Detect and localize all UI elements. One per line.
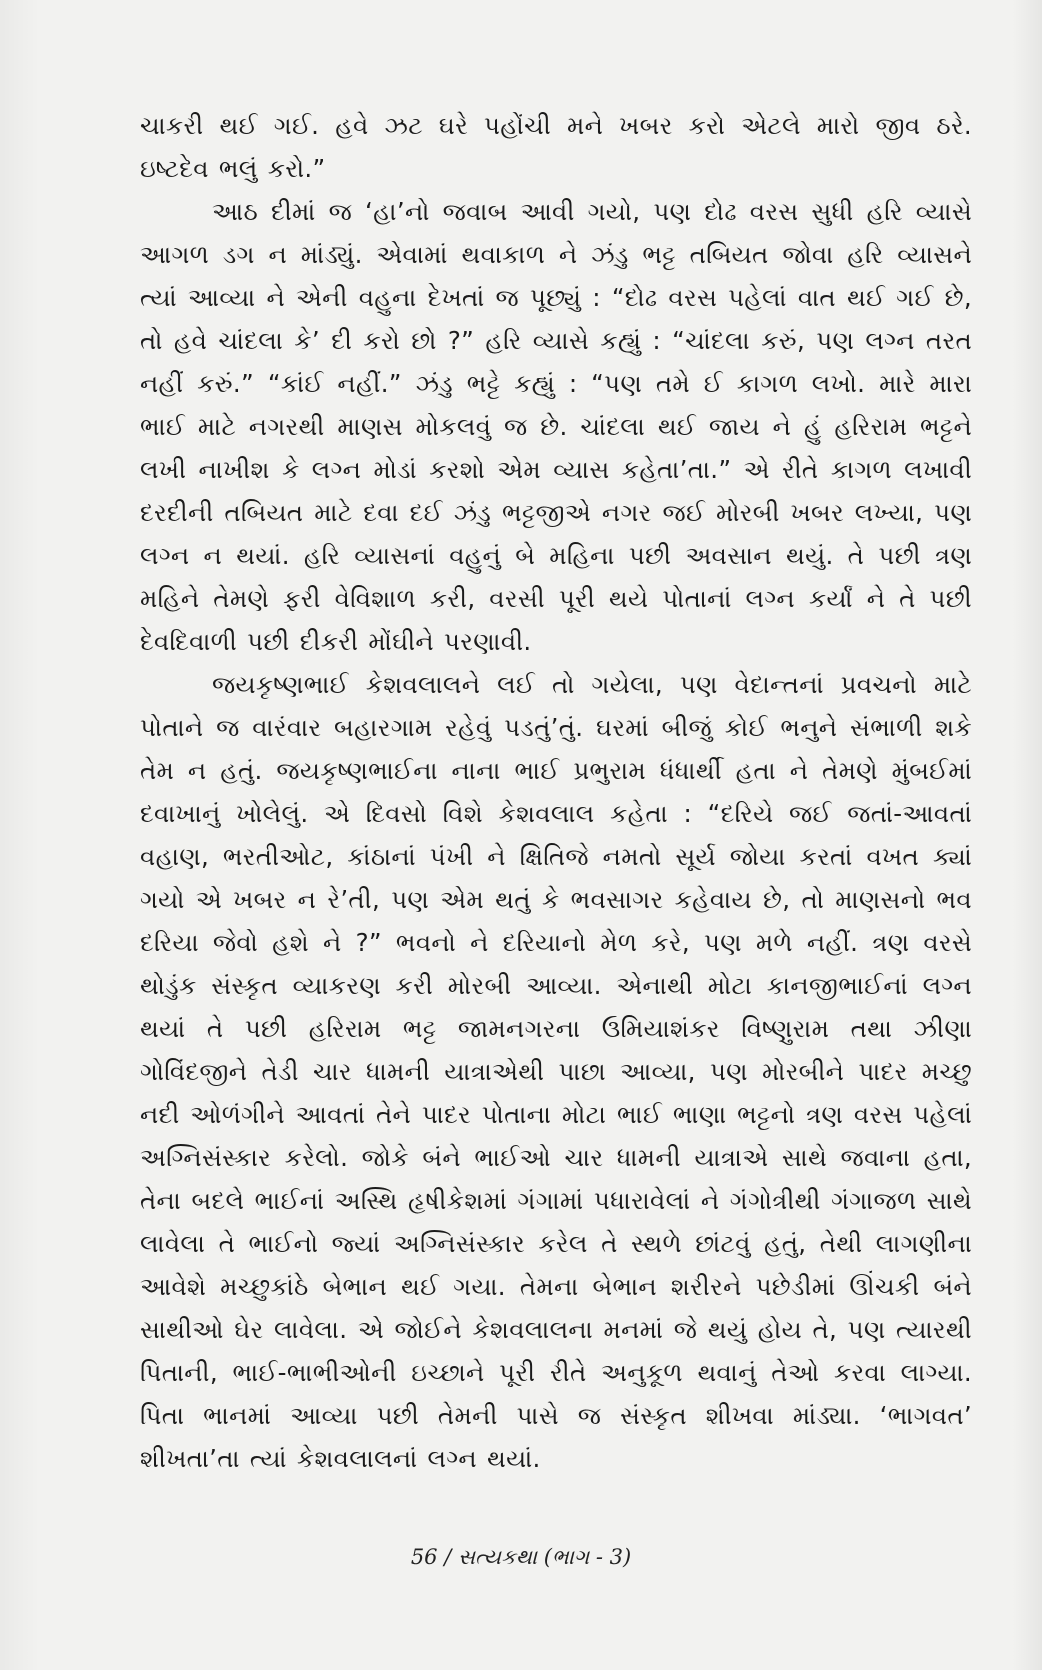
body-text bbox=[140, 104, 972, 1480]
paragraph-1: ચાકરી થઈ ગઈ. હવે ઝટ ઘરે પહોંચી મને ખબર કરો એટલે મારો જીવ ઠરે. ઇષ્ટદેવ ભલું કરો.” bbox=[140, 111, 972, 183]
paragraph-2: આઠ દીમાં જ ‘હા’નો જવાબ આવી ગયો, પણ દોઢ વરસ સુધી હરિ વ્યાસે આગળ ડગ ન માંડ્યું. એવામાં થવાકાળ ને ઝંડુ ભટ્ટ તબિયત જોવા હરિ વ્યાસને ત્યાં આવ્યા ને એની વહુના દેખતાં જ પૂછ્યું : “દોઢ વરસ પહેલાં વાત થઈ ગઈ છે, તો હવે ચાંદલા કે’ દી કરો છો ?” હરિ વ્યાસે કહ્યું : “ચાંદલા કરું, પણ લગ્ન તરત નહીં કરું.” “કાંઈ નહીં.” ઝંડુ ભટ્ટે કહ્યું : “પણ તમે ઈ કાગળ લખો. મારે મારા ભાઈ માટે નગરથી માણસ મોકલવું જ છે. ચાંદલા થઈ જાય ને હું હરિરામ ભટ્ટને લખી નાખીશ કે લગ્ન મોડાં કરશો એમ વ્યાસ કહેતા’તા.” એ રીતે કાગળ લખાવી દરદીની તબિયત માટે દવા દઈ ઝંડુ ભટ્ટજીએ નગર જઈ મોરબી ખબર લખ્યા, પણ લગ્ન ન થયાં. હરિ વ્યાસનાં વહુનું બે મહિના પછી અવસાન થયું. તે પછી ત્રણ મહિને તેમણે ફરી વેવિશાળ કરી, વરસી પૂરી થયે પોતાનાં લગ્ન કર્યાં ને તે પછી દેવદિવાળી પછી દીકરી મોંઘીને પરણાવી. bbox=[140, 197, 972, 656]
paragraph-3: જયકૃષ્ણભાઈ કેશવલાલને લઈ તો ગયેલા, પણ વેદાન્તનાં પ્રવચનો માટે પોતાને જ વારંવાર બહારગામ રહેવું પડતું’તું. ઘરમાં બીજું કોઈ ભનુને સંભાળી શકે તેમ ન હતું. જયકૃષ્ણભાઈના નાના ભાઈ પ્રભુરામ ધંધાર્થી હતા ને તેમણે મુંબઈમાં દવાખાનું ખોલેલું. એ દિવસો વિશે કેશવલાલ કહેતા : “દરિયે જઈ જતાં-આવતાં વહાણ, ભરતીઓટ, કાંઠાનાં પંખી ને ક્ષિતિજે નમતો સૂર્ય જોયા કરતાં વખત ક્યાં ગયો એ ખબર ન રે’તી, પણ એમ થતું કે ભવસાગર કહેવાય છે, તો માણસનો ભવ દરિયા જેવો હશે ને ?” ભવનો ને દરિયાનો મેળ કરે, પણ મળે નહીં. ત્રણ વરસે થોડુંક સંસ્કૃત વ્યાકરણ કરી મોરબી આવ્યા. એનાથી મોટા કાનજીભાઈનાં લગ્ન થયાં તે પછી હરિરામ ભટ્ટ જામનગરના ઉમિયાશંકર વિષ્ણુરામ તથા ઝીણા ગોવિંદજીને તેડી ચાર ધામની યાત્રાએથી પાછા આવ્યા, પણ મોરબીને પાદર મચ્છુ નદી ઓળંગીને આવતાં તેને પાદર પોતાના મોટા ભાઈ ભાણા ભટ્ટનો ત્રણ વરસ પહેલાં અગ્નિસંસ્કાર કરેલો. જોકે બંને ભાઈઓ ચાર ધામની યાત્રાએ સાથે જવાના હતા, તેના બદલે ભાઈનાં અસ્થિ હૃષીકેશમાં ગંગામાં પધારાવેલાં ને ગંગોત્રીથી ગંગાજળ સાથે લાવેલા તે ભાઈનો જ્યાં અગ્નિસંસ્કાર કરેલ તે સ્થળે છાંટવું હતું, તેથી લાગણીના આવેશે મચ્છુકાંઠે બેભાન થઈ ગયા. તેમના બેભાન શરીરને પછેડીમાં ઊંચકી બંને સાથીઓ ઘેર લાવેલા. એ જોઈને કેશવલાલના મનમાં જે થયું હોય તે, પણ ત્યારથી પિતાની, ભાઈ-ભાભીઓની ઇચ્છાને પૂરી રીતે અનુકૂળ થવાનું તેઓ કરવા લાગ્યા. પિતા ભાનમાં આવ્યા પછી તેમની પાસે જ સંસ્કૃત શીખવા માંડ્યા. ‘ભાગવત’ શીખતા’તા ત્યાં કેશવલાલનાં લગ્ન થયાં. bbox=[140, 670, 973, 1473]
page-footer: 56 / સત્યકથા (ભાગ - 3) bbox=[410, 1545, 632, 1569]
